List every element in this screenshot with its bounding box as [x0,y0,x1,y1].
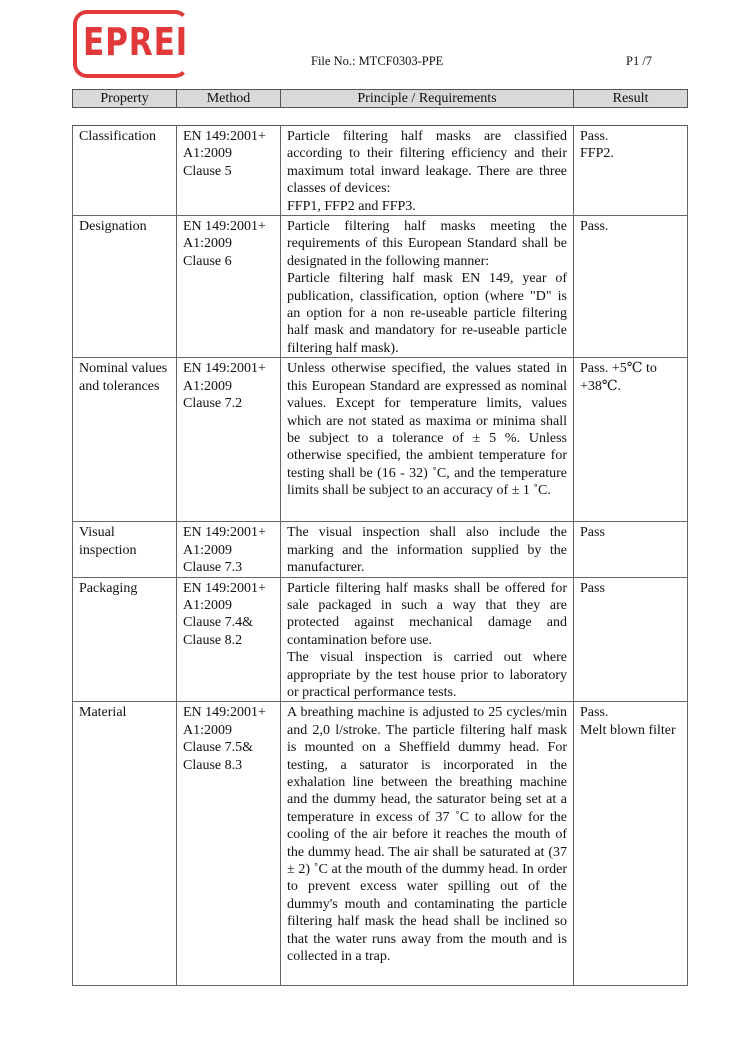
column-header-method: Method [177,90,281,108]
column-header-table [72,89,688,108]
method-line: EN 149:2001+ [183,580,266,596]
method-line: Clause 8.2 [183,632,243,648]
result-line: Pass. +5℃ to +38℃. [580,361,657,394]
result-cell [574,126,688,216]
result-line: Pass. [580,705,609,721]
result-cell [574,577,688,702]
principle-paragraph: Particle filtering half masks are classified according to their filtering efficiency and their maximum total inward leakage. There are three classes of devices: [287,129,567,197]
principle-cell [281,702,574,986]
method-line: Clause 6 [183,253,232,269]
principle-paragraph: The visual inspection shall also include the marking and the information supplied by the manufacturer. [287,525,567,576]
property-cell: Classification [73,126,177,216]
table-row [73,702,688,986]
method-line: A1:2009 [183,722,232,738]
method-cell [177,126,281,216]
result-cell [574,358,688,522]
method-line: A1:2009 [183,597,232,613]
method-cell [177,702,281,986]
method-line: Clause 5 [183,163,232,179]
eprei-logo [73,10,189,74]
principle-cell [281,577,574,702]
result-line: FFP2. [580,146,614,162]
method-cell [177,522,281,577]
method-line: A1:2009 [183,236,232,252]
property-cell: Designation [73,216,177,358]
method-line: A1:2009 [183,378,232,394]
property-cell: Nominal values and tolerances [73,358,177,522]
method-line: Clause 8.3 [183,757,243,773]
principle-paragraph: Particle filtering half mask EN 149, year of publication, classification, option (where "D" is an option for a non re-useable particle filtering half mask and mandatory for re-useable particle filtering half mask). [287,271,567,356]
method-line: Clause 7.2 [183,396,243,412]
method-line: EN 149:2001+ [183,361,266,377]
column-header-result: Result [574,90,688,108]
table-row [73,358,688,522]
principle-cell [281,358,574,522]
method-line: EN 149:2001+ [183,705,266,721]
method-line: Clause 7.4& [183,615,253,631]
property-cell: Material [73,702,177,986]
method-cell [177,358,281,522]
method-line: EN 149:2001+ [183,129,266,144]
table-row [73,522,688,577]
principle-paragraph: A breathing machine is adjusted to 25 cycles/min and 2,0 l/stroke. The particle filtering half mask is mounted on a Sheffield dummy head. For testing, a saturator is incorporated in the exhalation line between the breathing machine and the dummy head, the saturator being set at a temperature in excess of 37 ˚C to allow for the cooling of the air before it reaches the mouth of the dummy head. The air shall be saturated at (37 ± 2) ˚C at the mouth of the dummy head. In order to prevent excess water spilling out of the dummy's mouth and contaminating the particle filtering half mask the head shall be inclined so that the water runs away from the mouth and is collected in a trap. [287,705,567,965]
property-cell: Visual inspection [73,522,177,577]
method-cell [177,216,281,358]
method-cell [177,577,281,702]
result-line: Pass [580,580,605,596]
principle-paragraph: Particle filtering half masks shall be offered for sale packaged in such a way that they are protected against mechanical damage and contamination before use. [287,580,567,648]
principle-cell [281,216,574,358]
principle-paragraph: FFP1, FFP2 and FFP3. [287,198,416,214]
requirements-table [72,125,688,986]
property-cell: Packaging [73,577,177,702]
column-header-principle: Principle / Requirements [281,90,574,108]
logo-text: EPREI [83,20,189,64]
principle-paragraph: Unless otherwise specified, the values stated in this European Standard are expressed as nominal values. Except for temperature limits, values which are not stated as maxima or minima shall be subject to a tolerance of ± 5 %. Unless otherwise specified, the ambient temperature for testing shall be (16 - 32) ˚C, and the temperature limits shall be subject to an accuracy of ± 1 ˚C. [287,361,567,499]
method-line: EN 149:2001+ [183,219,266,235]
method-line: EN 149:2001+ [183,525,266,541]
result-line: Pass. [580,129,609,144]
result-cell [574,216,688,358]
result-cell [574,522,688,577]
result-line: Pass [580,525,605,541]
method-line: Clause 7.3 [183,560,243,576]
principle-cell [281,126,574,216]
column-header-property: Property [73,90,177,108]
file-number: File No.: MTCF0303-PPE [311,54,444,68]
result-line: Melt blown filter [580,722,676,738]
method-line: A1:2009 [183,542,232,558]
result-line: Pass. [580,219,609,235]
principle-cell [281,522,574,577]
method-line: A1:2009 [183,146,232,162]
result-cell [574,702,688,986]
method-line: Clause 7.5& [183,740,253,756]
table-row [73,216,688,358]
page-number: P1 /7 [626,54,653,68]
table-row [73,126,688,216]
principle-paragraph: The visual inspection is carried out where appropriate by the test house prior to laboratory or practical performance tests. [287,650,567,700]
table-row [73,577,688,702]
principle-paragraph: Particle filtering half masks meeting the requirements of this European Standard shall be designated in the following manner: [287,219,567,269]
